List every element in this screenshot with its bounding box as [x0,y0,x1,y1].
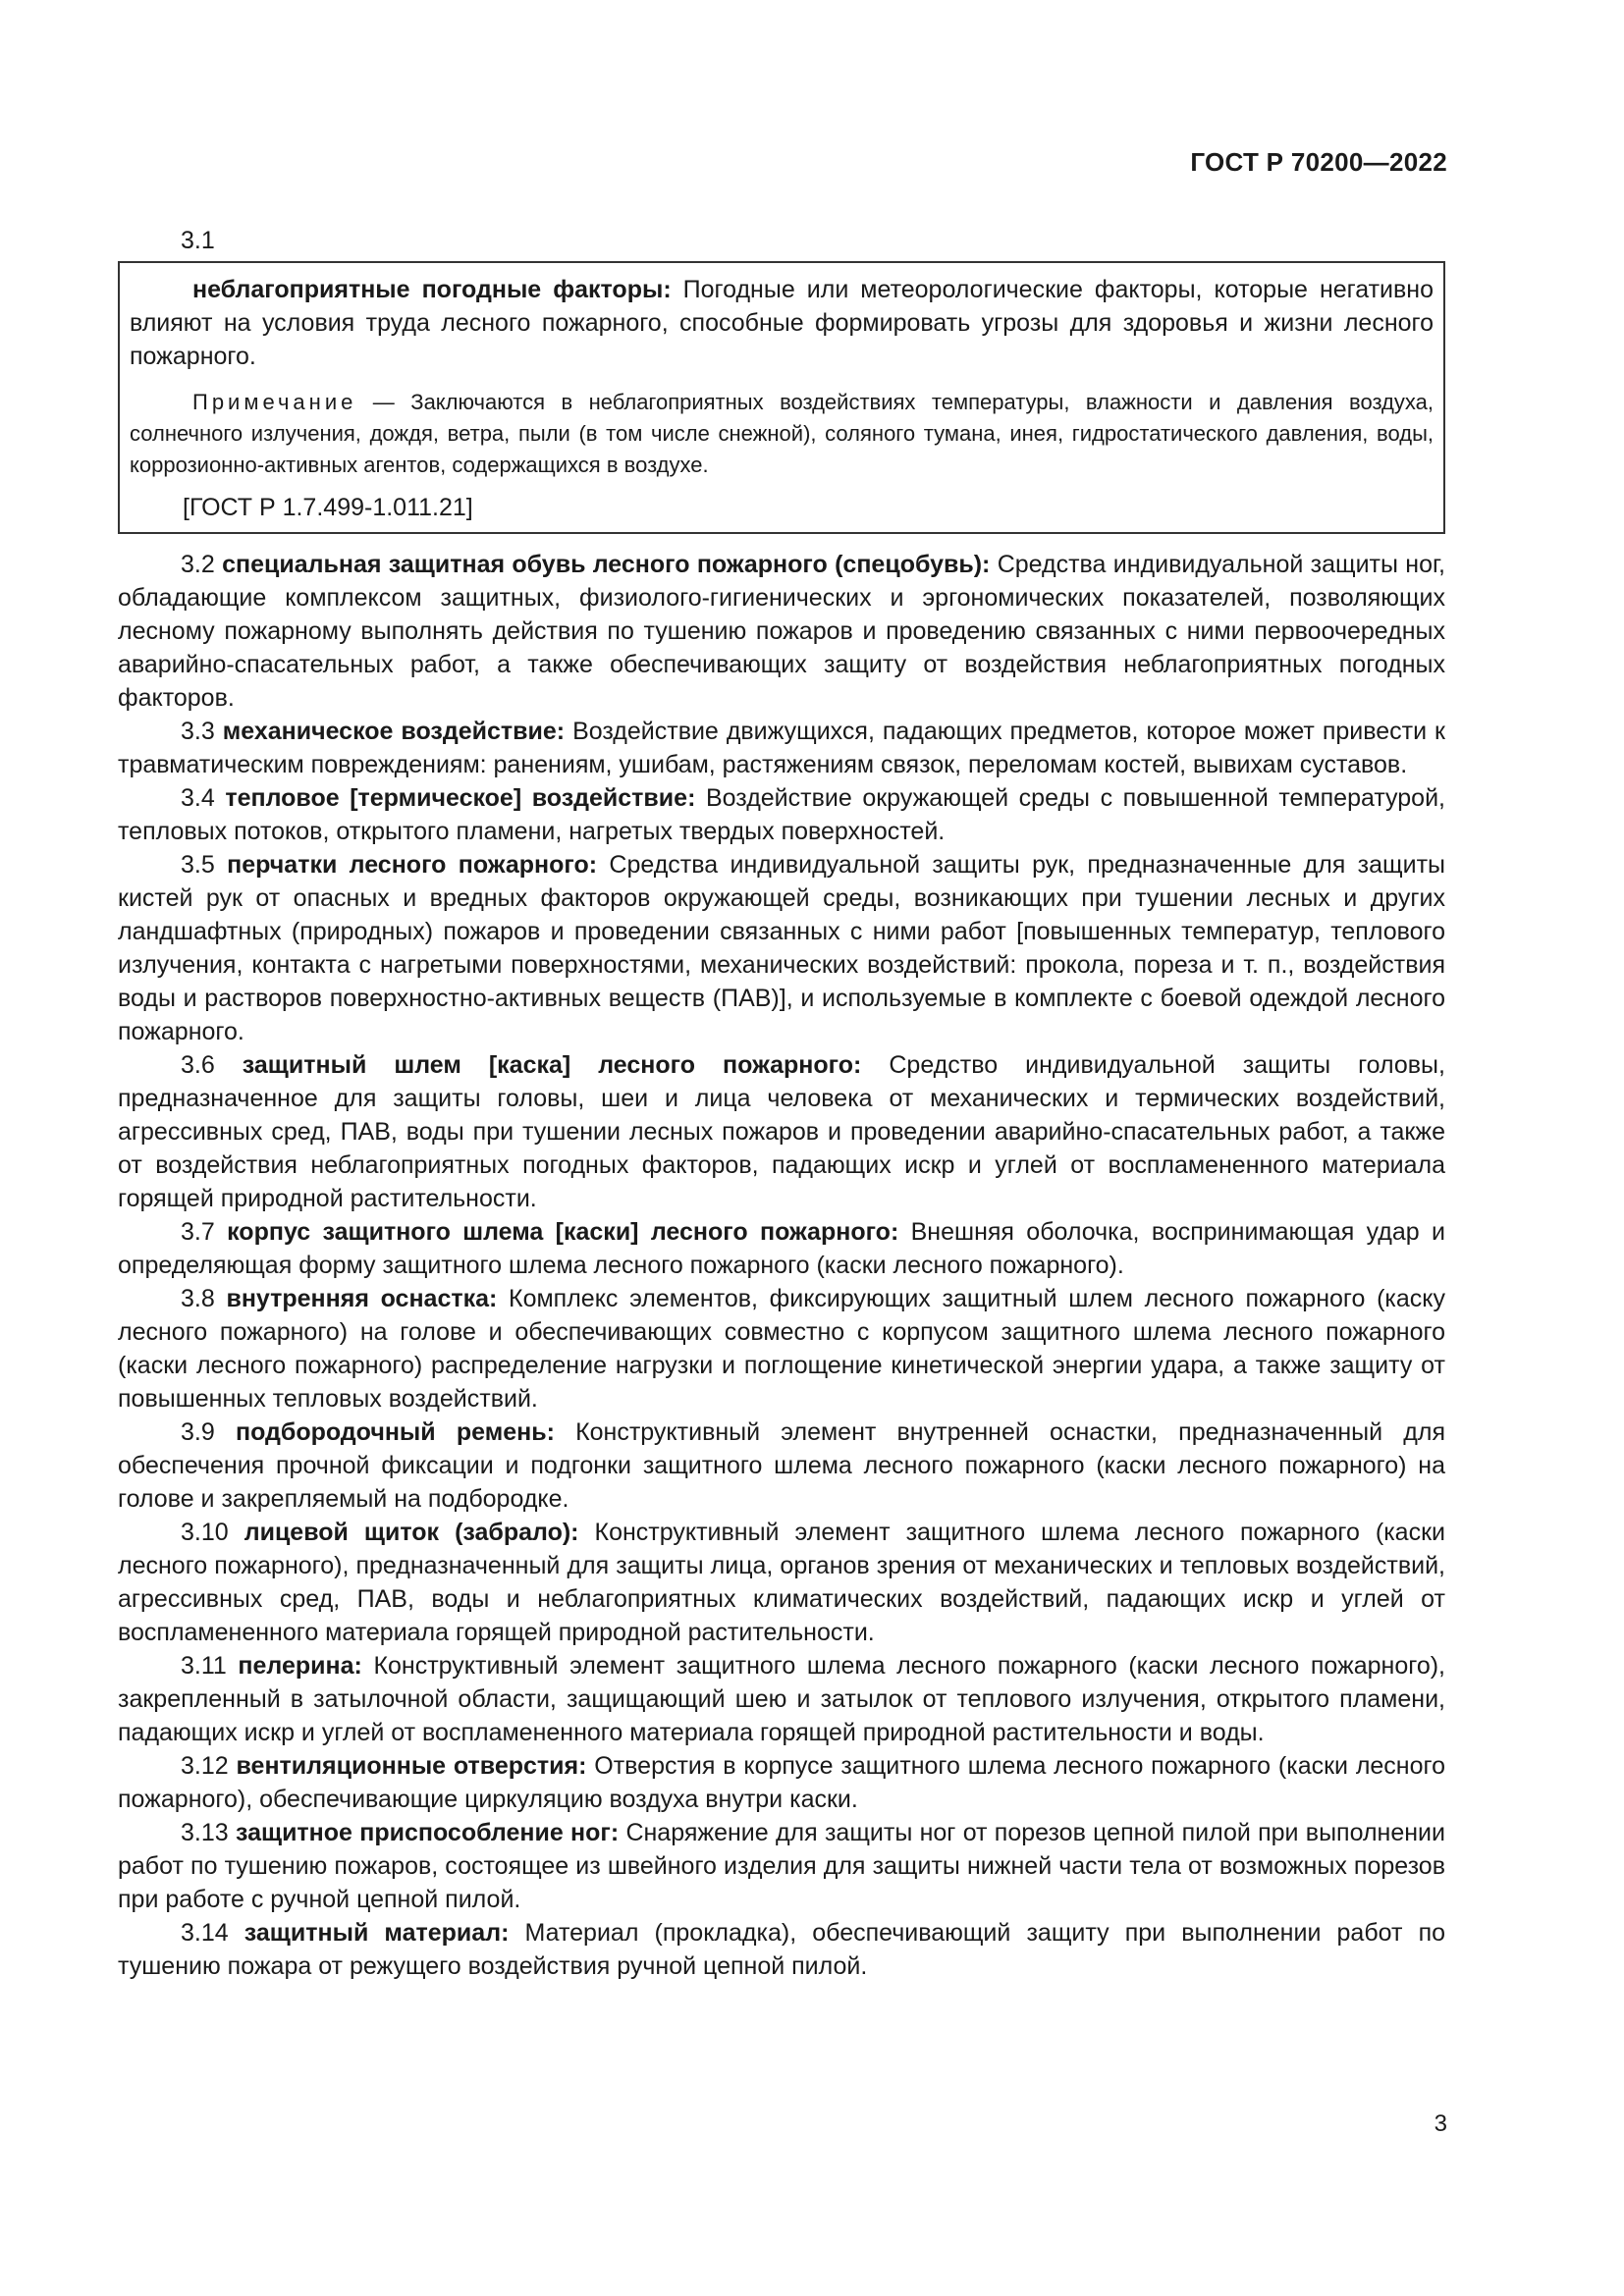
term-title: пелерина: [238,1652,362,1680]
term-paragraph [118,548,1445,715]
page-number: 3 [1434,2110,1447,2137]
term-title: перчатки лесного пожарного: [227,851,598,879]
term-definition: Конструктивный элемент защитного шлема лесного пожарного (каски лесного пожарного), закрепленный в затылочной области, защищающий шею и затылок от теплового излучения, открытого пламени, падающих искр и углей от воспламененного материала горящей природной растительности и воды. [118,1652,1445,1746]
term-number: 3.6 [181,1051,215,1079]
term-paragraph [118,1816,1445,1916]
term-definition: Отверстия в корпусе защитного шлема лесного пожарного (каски лесного пожарного), обеспечивающие циркуляцию воздуха внутри каски. [118,1752,1445,1813]
term-title: вентиляционные отверстия: [236,1752,587,1780]
term-definition: Средства индивидуальной защиты рук, предназначенные для защиты кистей рук от опасных и вредных факторов окружающей среды, возникающих при тушении лесных и других ландшафтных (природных) пожаров и проведении связанных с ними работ [повышенных температур, теплового излучения, контакта с нагретыми поверхностями, механических воздействий: прокола, пореза и т. п., воздействия воды и растворов поверхностно-активных веществ (ПАВ)], и используемые в комплекте с боевой одеждой лесного пожарного. [118,851,1445,1045]
term-number: 3.13 [181,1819,229,1846]
term-number: 3.9 [181,1418,215,1446]
term-number: 3.2 [181,551,215,578]
document-code: ГОСТ Р 70200—2022 [1190,147,1447,177]
term-title: лицевой щиток (забрало): [244,1519,579,1546]
term-title: защитный материал: [244,1919,510,1947]
term-number: 3.8 [181,1285,215,1312]
term-definition: Снаряжение для защиты ног от порезов цепной пилой при выполнении работ по тушению пожаров, состоящее из швейного изделия для защиты нижней части тела от возможных порезов при работе с ручной цепной пилой. [118,1819,1445,1913]
term-definition: Средство индивидуальной защиты головы, предназначенное для защиты головы, шеи и лица человека от механических и термических воздействий, агрессивных сред, ПАВ, воды при тушении лесных пожаров и проведении аварийно-спасательных работ, а также от воздействия неблагоприятных погодных факторов, падающих искр и углей от воспламененного материала горящей природной растительности. [118,1051,1445,1212]
term-definition: Воздействие движущихся, падающих предметов, которое может привести к травматическим повреждениям: ранениям, ушибам, растяжениям связок, переломам костей, вывихам суставов. [118,718,1445,778]
definition-box [118,261,1445,534]
term-number: 3.12 [181,1752,229,1780]
term-paragraph [118,1048,1445,1215]
term-paragraph [118,1215,1445,1282]
term-title: подбородочный ремень: [235,1418,555,1446]
term-paragraph [130,273,1434,373]
term-title: неблагоприятные погодные факторы: [192,276,672,303]
term-paragraph [118,781,1445,848]
term-definition: Материал (прокладка), обеспечивающий защиту при выполнении работ по тушению пожара от режущего воздействия ручной цепной пилой. [118,1919,1446,1980]
term-number: 3.4 [181,784,215,812]
reference: [ГОСТ Р 1.7.499-1.011.21] [183,494,473,521]
term-list [118,548,1445,1983]
term-definition: Конструктивный элемент защитного шлема лесного пожарного (каски лесного пожарного), предназначенный для защиты лица, органов зрения от механических и тепловых воздействий, агрессивных сред, ПАВ, воды и неблагоприятных климатических воздействий, падающих искр и углей от воспламененного материала горящей природной растительности. [118,1519,1445,1646]
term-definition: Воздействие окружающей среды с повышенной температурой, тепловых потоков, открытого пламени, нагретых твердых поверхностей. [118,784,1445,845]
note-label: Примечание [192,390,357,414]
term-title: механическое воздействие: [222,718,566,745]
term-definition: Конструктивный элемент внутренней оснастки, предназначенный для обеспечения прочной фиксации и подгонки защитного шлема лесного пожарного (каски лесного пожарного) на голове и закрепляемый на подбородке. [118,1418,1445,1513]
note-text: — Заключаются в неблагоприятных воздействиях температуры, влажности и давления воздуха, солнечного излучения, дождя, ветра, пыли (в том числе снежной), соляного тумана, инея, гидростатического давления, воды, коррозионно-активных агентов, содержащихся в воздухе. [130,390,1434,477]
term-paragraph [118,715,1445,781]
term-number: 3.10 [181,1519,229,1546]
term-number: 3.3 [181,718,215,745]
document-content [118,224,1445,1983]
term-paragraph [118,848,1445,1048]
term-number: 3.5 [181,851,215,879]
note [130,387,1434,481]
term-title: специальная защитная обувь лесного пожарного (спецобувь): [222,551,991,578]
term-definition: Комплекс элементов, фиксирующих защитный шлем лесного пожарного (каску лесного пожарного) на голове и обеспечивающих совместно с корпусом защитного шлема лесного пожарного (каски лесного пожарного) распределение нагрузки и поглощение кинетической энергии удара, а также защиту от повышенных тепловых воздействий. [118,1285,1446,1413]
term-paragraph [118,1749,1445,1816]
term-definition: Средства индивидуальной защиты ног, обладающие комплексом защитных, физиолого-гигиенических и эргономических показателей, позволяющих лесному пожарному выполнять действия по тушению пожаров и проведению связанных с ними первоочередных аварийно-спасательных работ, а также обеспечивающих защиту от воздействия неблагоприятных погодных факторов. [118,551,1445,712]
term-title: корпус защитного шлема [каски] лесного пожарного: [227,1218,899,1246]
term-definition: Погодные или метеорологические факторы, которые негативно влияют на условия труда лесного пожарного, способные формировать угрозы для здоровья и жизни лесного пожарного. [130,276,1434,370]
term-title: защитное приспособление ног: [235,1819,620,1846]
term-paragraph [118,1516,1445,1649]
term-paragraph [118,1415,1445,1516]
term-number: 3.1 [181,227,215,254]
term-number: 3.7 [181,1218,215,1246]
term-number: 3.11 [181,1652,227,1680]
term-paragraph [118,1282,1445,1415]
term-definition: Внешняя оболочка, воспринимающая удар и определяющая форму защитного шлема лесного пожарного (каски лесного пожарного). [118,1218,1445,1279]
term-title: защитный шлем [каска] лесного пожарного: [242,1051,862,1079]
term-paragraph [118,1649,1445,1749]
term-paragraph [118,1916,1445,1983]
term-title: внутренняя оснастка: [226,1285,498,1312]
term-number: 3.14 [181,1919,229,1947]
term-title: тепловое [термическое] воздействие: [225,784,696,812]
